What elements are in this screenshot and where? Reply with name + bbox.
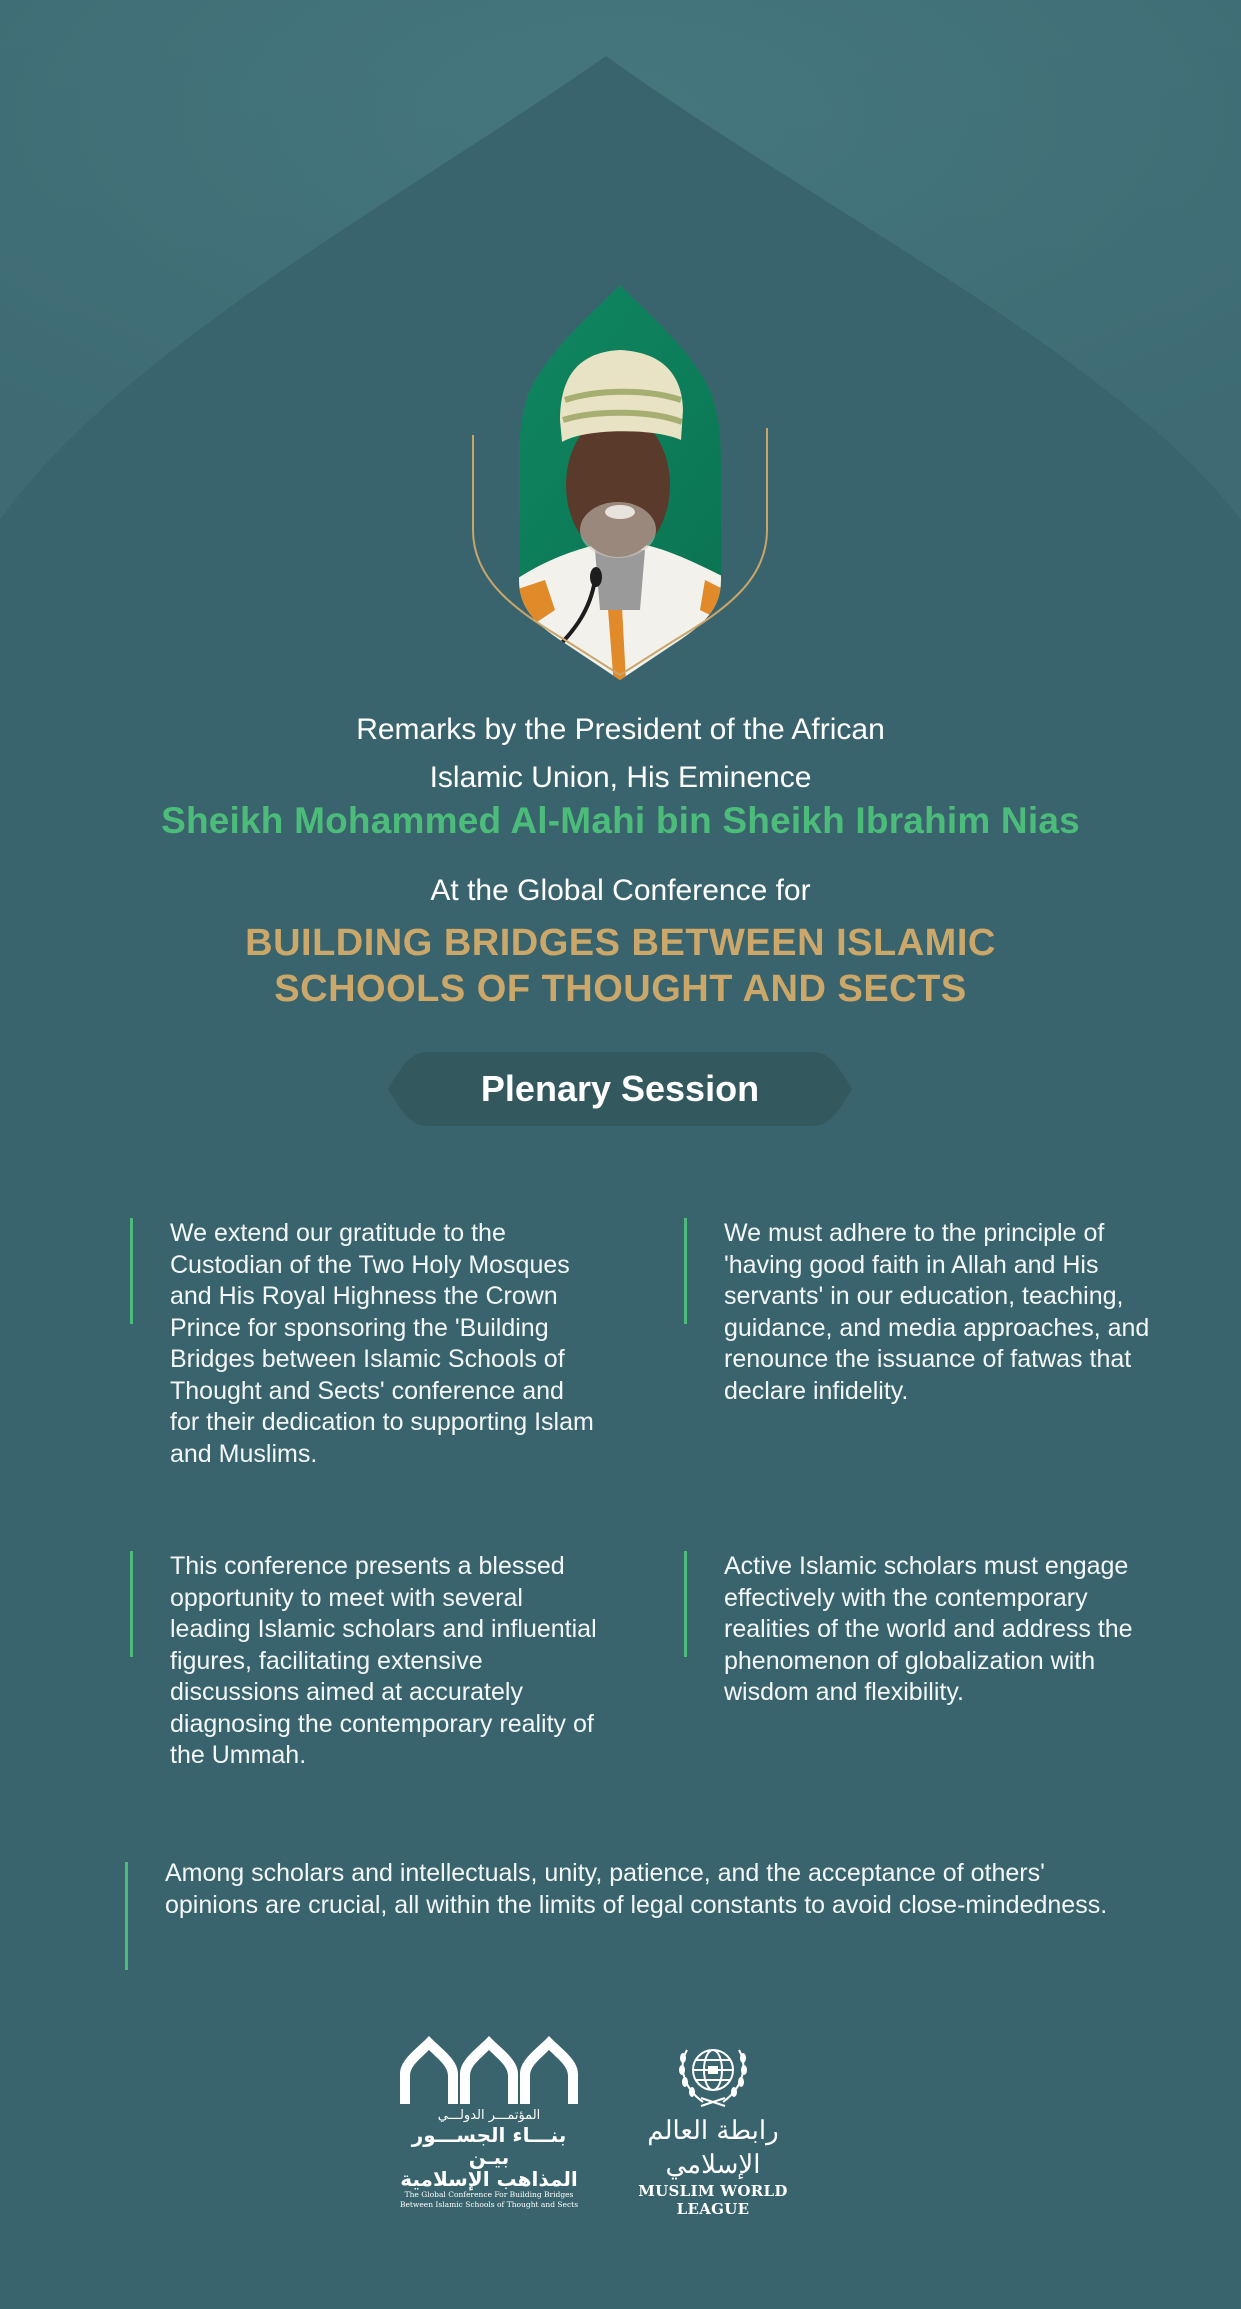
speaker-portrait: [455, 280, 785, 700]
quote-block: [170, 1218, 600, 1470]
mwl-english-name: MUSLIM WORLD LEAGUE: [638, 2182, 788, 2218]
bridges-arabic-line-2: بنـــاء الجســـور بيـن: [411, 2123, 567, 2169]
conference-prefix: At the Global Conference for: [430, 874, 811, 907]
quote-accent-bar: [130, 1551, 133, 1657]
arches-icon: [398, 2034, 580, 2104]
quote-block: [724, 1551, 1154, 1709]
quote-block: [724, 1218, 1154, 1407]
session-badge: [388, 1052, 852, 1126]
mwl-arabic-name: رابطة العالم الإسلامي: [647, 2116, 779, 2180]
bridges-english-line-2: Between Islamic Schools of Thought and Sects: [399, 2200, 579, 2209]
session-label: Plenary Session: [480, 1068, 760, 1109]
building-bridges-logo: [398, 2034, 580, 2209]
quote-accent-bar: [684, 1218, 687, 1324]
speaker-name: Sheikh Mohammed Al-Mahi bin Sheikh Ibrahim Nias: [161, 800, 1080, 841]
muslim-world-league-logo: [610, 2036, 816, 2218]
bridges-arabic-line-3: المذاهب الإسلامية: [400, 2167, 578, 2191]
intro-line-1: Remarks by the President of the African: [356, 713, 885, 746]
conference-title-line-2: SCHOOLS OF THOUGHT AND SECTS: [274, 968, 967, 1010]
quote-text: We must adhere to the principle of 'having good faith in Allah and His servants' in our education, teaching, guidance, and media approaches, and renounce the issuance of fatwas that declare infidelity.: [724, 1219, 1150, 1405]
globe-laurel-emblem-icon: [673, 2036, 753, 2110]
quote-text: We extend our gratitude to the Custodian of the Two Holy Mosques and His Royal Highness the Crown Prince for sponsoring the 'Building Bridges between Islamic Schools of Thought and Sects' conference and for their dedication to supporting Islam and Muslims.: [170, 1219, 594, 1468]
conference-title: [0, 920, 1241, 1012]
conference-title-line-1: BUILDING BRIDGES BETWEEN ISLAMIC: [245, 922, 996, 964]
quote-accent-bar: [125, 1862, 128, 1970]
quote-text: Among scholars and intellectuals, unity, patience, and the acceptance of others' opinions are crucial, all within the limits of legal constants to avoid close-mindedness.: [165, 1859, 1108, 1919]
quote-text: Active Islamic scholars must engage effectively with the contemporary realities of the world and address the phenomenon of globalization with wisdom and flexibility.: [724, 1552, 1133, 1706]
bridges-arabic-line-1: المؤتمـــر الدولـــي: [437, 2108, 541, 2123]
intro-text: [0, 706, 1241, 802]
quote-text: This conference presents a blessed opportunity to meet with several leading Islamic scholars and influential figures, facilitating extensive discussions aimed at accurately diagnosing the contemporary reality of the Ummah.: [170, 1552, 597, 1769]
intro-line-2: Islamic Union, His Eminence: [429, 761, 812, 794]
quote-block-wide: [165, 1858, 1125, 1921]
quote-block: [170, 1551, 600, 1772]
quote-accent-bar: [130, 1218, 133, 1324]
quote-accent-bar: [684, 1551, 687, 1657]
bridges-english-line-1: The Global Conference For Building Bridges: [404, 2190, 574, 2199]
